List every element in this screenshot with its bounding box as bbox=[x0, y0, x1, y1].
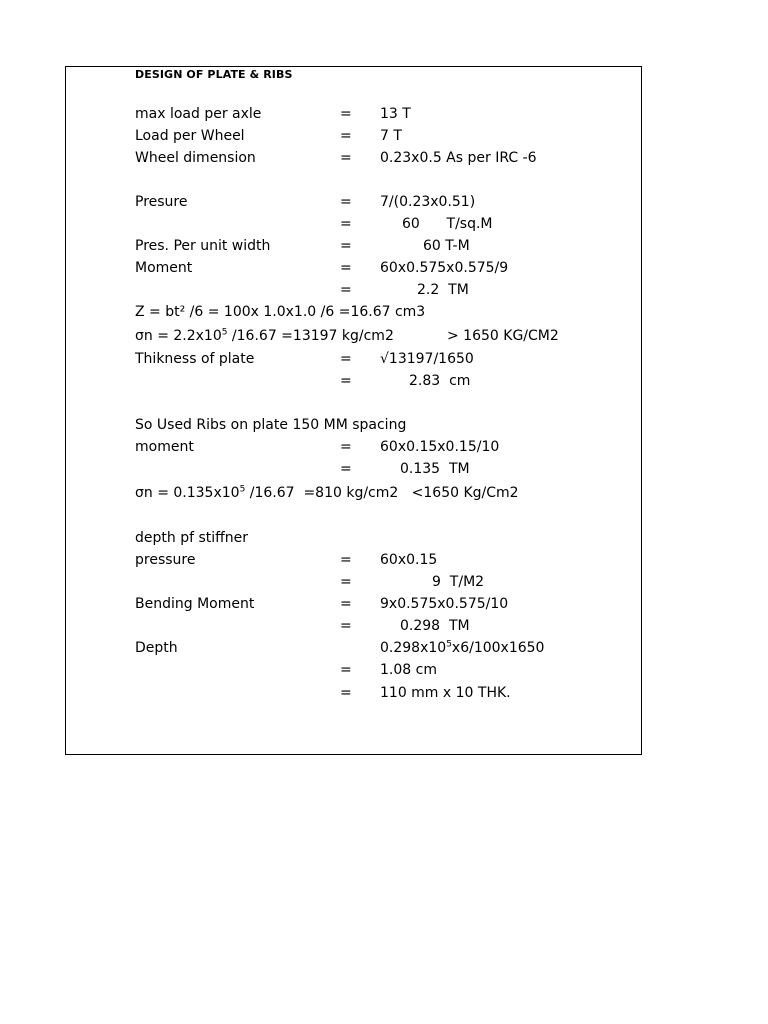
row-sigma-2 bbox=[0, 482, 640, 504]
row-rib-moment bbox=[0, 436, 640, 458]
row-value: $0.298x10^5x6/100x1650$ bbox=[380, 639, 545, 656]
row-value: 60x0.15x0.15/10 bbox=[380, 439, 500, 455]
row-equals: = bbox=[340, 596, 352, 612]
row-presure-result bbox=[0, 213, 640, 235]
row-bending-moment bbox=[0, 593, 640, 615]
row-pressure-result bbox=[0, 571, 640, 593]
sigma-1-compare: > 1650 KG/CM2 bbox=[447, 328, 559, 344]
row-equals: = bbox=[340, 461, 352, 477]
row-label: Bending Moment bbox=[135, 596, 255, 612]
row-equals: = bbox=[340, 216, 352, 232]
row-equals: = bbox=[340, 685, 352, 701]
row-value: 110 mm x 10 THK. bbox=[380, 685, 511, 701]
row-value: 60 T-M bbox=[423, 238, 470, 254]
sigma-2-text: $\sigma n = 0.135x10^5$ /16.67 =810 kg/cm2 <1650 Kg/Cm2 bbox=[135, 484, 519, 501]
row-stiffner bbox=[0, 527, 640, 549]
row-value: 2.83 cm bbox=[409, 373, 471, 389]
row-value: 60x0.575x0.575/9 bbox=[380, 260, 509, 276]
row-max-load bbox=[0, 103, 640, 125]
row-depth bbox=[0, 637, 640, 659]
row-equals: = bbox=[340, 106, 352, 122]
row-value: 2.2 TM bbox=[417, 282, 469, 298]
row-equals: = bbox=[340, 260, 352, 276]
row-value: 0.23x0.5 As per IRC -6 bbox=[380, 150, 537, 166]
row-value: 7 T bbox=[380, 128, 402, 144]
row-value: 1.08 cm bbox=[380, 662, 437, 678]
row-equals: = bbox=[340, 128, 352, 144]
z-formula-text: Z = bt² /6 = 100x 1.0x1.0 /6 =16.67 cm3 bbox=[135, 304, 426, 320]
row-equals: = bbox=[340, 282, 352, 298]
row-depth-result bbox=[0, 659, 640, 681]
row-label: Load per Wheel bbox=[135, 128, 245, 144]
row-sigma-1 bbox=[0, 325, 640, 347]
row-equals: = bbox=[340, 662, 352, 678]
row-label: Pres. Per unit width bbox=[135, 238, 271, 254]
row-equals: = bbox=[340, 351, 352, 367]
row-equals: = bbox=[340, 373, 352, 389]
row-label: Wheel dimension bbox=[135, 150, 256, 166]
row-final-size bbox=[0, 682, 640, 704]
row-wheel-dimension bbox=[0, 147, 640, 169]
row-label: moment bbox=[135, 439, 194, 455]
row-value: 60 T/sq.M bbox=[402, 216, 493, 232]
row-value: √13197/1650 bbox=[380, 351, 474, 367]
row-label: pressure bbox=[135, 552, 196, 568]
row-equals: = bbox=[340, 150, 352, 166]
row-moment-result bbox=[0, 279, 640, 301]
row-equals: = bbox=[340, 552, 352, 568]
row-value: 9x0.575x0.575/10 bbox=[380, 596, 509, 612]
row-bending-moment-result bbox=[0, 615, 640, 637]
row-value: 9 T/M2 bbox=[432, 574, 485, 590]
row-label: Presure bbox=[135, 194, 188, 210]
row-presure bbox=[0, 191, 640, 213]
row-equals: = bbox=[340, 618, 352, 634]
row-thikness-of-plate bbox=[0, 348, 640, 370]
row-value: 13 T bbox=[380, 106, 411, 122]
row-pres-per-unit-width bbox=[0, 235, 640, 257]
row-moment bbox=[0, 257, 640, 279]
row-label: Depth bbox=[135, 640, 178, 656]
row-load-per-wheel bbox=[0, 125, 640, 147]
row-pressure bbox=[0, 549, 640, 571]
row-equals: = bbox=[340, 194, 352, 210]
row-thikness-result bbox=[0, 370, 640, 392]
ribs-text: So Used Ribs on plate 150 MM spacing bbox=[135, 417, 407, 433]
row-equals: = bbox=[340, 574, 352, 590]
row-label: Thikness of plate bbox=[135, 351, 255, 367]
row-z-formula bbox=[0, 301, 640, 323]
row-label: max load per axle bbox=[135, 106, 262, 122]
document-title: DESIGN OF PLATE & RIBS bbox=[135, 68, 293, 81]
sigma-1-text: $\sigma n = 2.2x10^5$ /16.67 =13197 kg/cm2 bbox=[135, 327, 394, 344]
row-ribs bbox=[0, 414, 640, 436]
row-value: 0.298 TM bbox=[400, 618, 470, 634]
row-rib-moment-result bbox=[0, 458, 640, 480]
row-value: 0.135 TM bbox=[400, 461, 470, 477]
row-label: Moment bbox=[135, 260, 193, 276]
row-equals: = bbox=[340, 439, 352, 455]
row-value: 7/(0.23x0.51) bbox=[380, 194, 476, 210]
row-value: 60x0.15 bbox=[380, 552, 438, 568]
stiffner-text: depth pf stiffner bbox=[135, 530, 249, 546]
row-equals: = bbox=[340, 238, 352, 254]
